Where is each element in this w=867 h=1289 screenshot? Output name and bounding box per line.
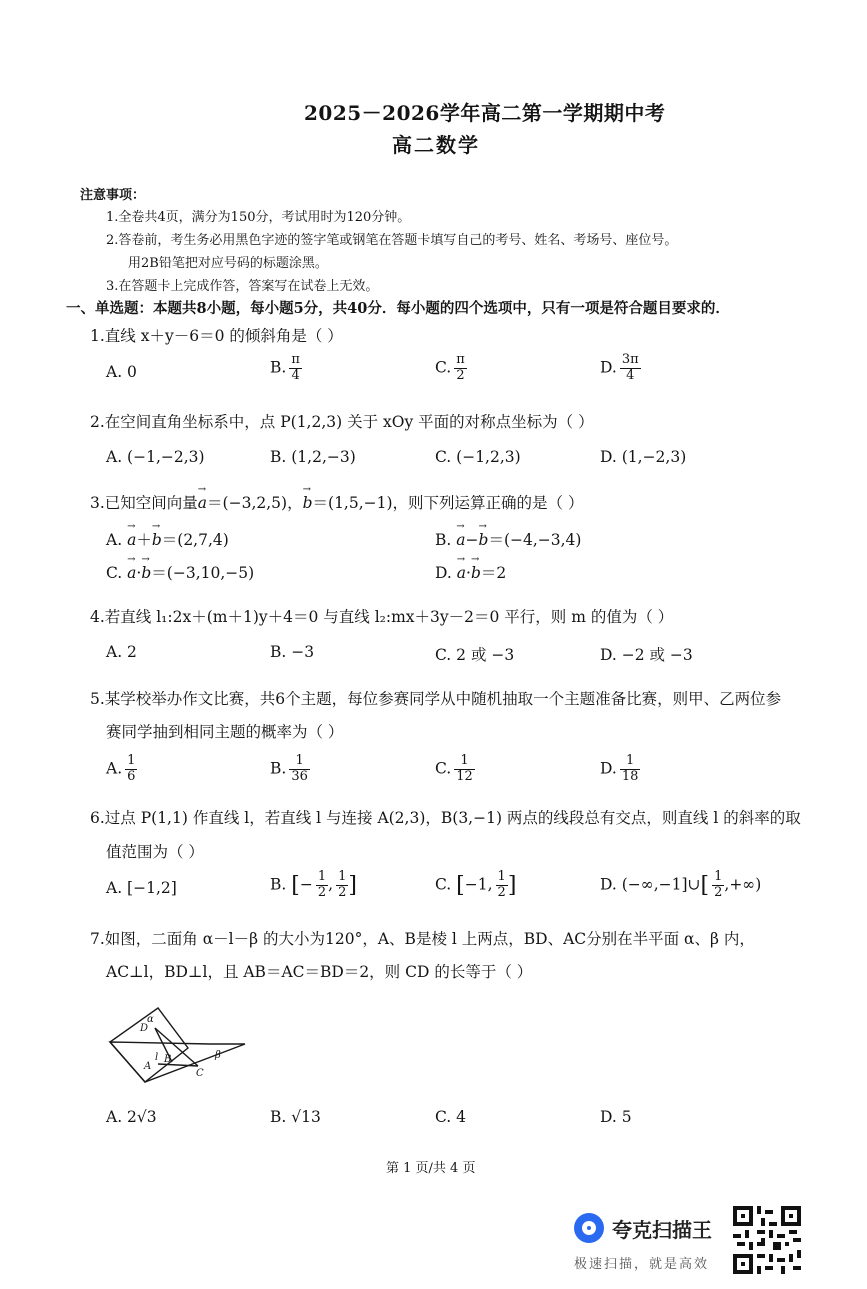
fraction: $\frac{1}{12}$ [456, 753, 473, 784]
q1-option-c [435, 353, 467, 384]
q6-option-a: A. [−1,2] [106, 879, 177, 897]
fraction: $\frac{1}{36}$ [291, 753, 308, 784]
label-d: D [140, 1023, 149, 1034]
dihedral-angle-figure [100, 1000, 260, 1095]
fraction: $\frac{1}{2}$ [497, 869, 506, 900]
label-l: l [155, 1052, 159, 1063]
q5-option-a: A. $\frac{1}{6}$ [106, 753, 136, 784]
question-2-stem: 2.在空间直角坐标系中，点 P(1,2,3) 关于 xOy 平面的对称点坐标为（ ） [90, 413, 594, 431]
q4-option-d: D. −2 或 −3 [600, 646, 693, 664]
q3-option-c: C. → a·→ b＝(−3,10,−5) [106, 561, 254, 583]
fraction: $\frac{1}{2}$ [317, 869, 327, 900]
q7-option-c: C. 4 [435, 1108, 467, 1126]
q5-option-c: C. $\frac{1}{12}$ [435, 753, 473, 784]
q3-option-d: D. → a·→ b＝2 [435, 561, 506, 583]
question-3-stem: 3.已知空间向量→ a＝(−3,2,5)，→ b＝(1,5,−1)，则下列运算正确的是（ ） [90, 491, 583, 513]
q4-option-c: C. 2 或 −3 [435, 646, 515, 664]
scanner-brand: 夸克扫描王 [612, 1218, 712, 1242]
q6-option-b: B. [− $\frac{1}{2}$ , $\frac{1}{2}$ ] [270, 869, 357, 900]
fraction: $\frac{1}{2}$ [714, 869, 723, 900]
exam-subject: 高二数学 [392, 133, 480, 157]
fraction: $\frac{1}{6}$ [127, 753, 136, 784]
fraction: $\frac{1}{2}$ [338, 869, 347, 900]
label-beta: β [215, 1050, 221, 1061]
question-5-stem-cont: 赛同学抽到相同主题的概率为（ ） [106, 723, 344, 741]
option-label: C. [435, 358, 452, 377]
q6-option-c: C. [−1, $\frac{1}{2}$ ] [435, 869, 517, 900]
label-c: C [196, 1068, 204, 1079]
option-label: B. [270, 358, 287, 377]
q2-option-a: A. (−1,−2,3) [106, 448, 205, 466]
q1-option-b [270, 353, 302, 384]
q7-option-b: B. √13 [270, 1108, 321, 1126]
q4-option-b: B. −3 [270, 643, 315, 661]
question-6-stem: 6.过点 P(1,1) 作直线 l，若直线 l 与连接 A(2,3)，B(3,−1) 两点的线段总有交点，则直线 l 的斜率的取 [90, 809, 801, 827]
q7-option-a: A. 2√3 [106, 1108, 157, 1126]
q1-option-a: A. 0 [106, 363, 137, 381]
fraction: $\frac{1}{18}$ [621, 753, 639, 784]
notice-item: 2.答卷前，考生务必用黑色字迹的签字笔或钢笔在答题卡填写自己的考号、姓名、考场号、座位号。 [106, 233, 678, 248]
q3-option-a: A. → a＋→ b＝(2,7,4) [106, 528, 229, 550]
question-5-stem: 5.某学校举办作文比赛，共6个主题，每位参赛同学从中随机抽取一个主题准备比赛，则甲、乙两位参 [90, 690, 782, 708]
q7-option-d: D. 5 [600, 1108, 632, 1126]
question-6-stem-cont: 值范围为（ ） [106, 843, 204, 861]
q5-option-b: B. $\frac{1}{36}$ [270, 753, 308, 784]
label-b: B [164, 1054, 172, 1065]
q2-option-b: B. (1,2,−3) [270, 448, 356, 466]
q5-option-d: D. $\frac{1}{18}$ [600, 753, 639, 784]
question-7-stem-cont: AC⊥l，BD⊥l，且 AB＝AC＝BD＝2，则 CD 的长等于（ ） [106, 963, 533, 981]
qr-code-icon [733, 1206, 801, 1274]
notice-item: 1.全卷共4页，满分为150分，考试用时为120分钟。 [106, 210, 411, 225]
page-number: 第 1 页/共 4 页 [386, 1161, 476, 1176]
question-7-stem: 7.如图，二面角 α－l－β 的大小为120°，A、B是棱 l 上两点，BD、AC分别在半平面 α、β 内， [90, 930, 755, 948]
q1-option-d [600, 353, 641, 384]
label-a: A [144, 1061, 152, 1072]
scanner-logo-icon [574, 1213, 604, 1243]
q4-option-a: A. 2 [106, 643, 137, 661]
section-heading: 一、单选题：本题共8小题，每小题5分，共40分．每小题的四个选项中，只有一项是符合题目要求的． [66, 300, 730, 317]
fraction: $\frac{\pi}{2}$ [456, 352, 465, 383]
exam-title: 2025－2026学年高二第一学期期中考 [304, 101, 666, 125]
notice-item: 用2B铅笔把对应号码的标题涂黑。 [128, 256, 328, 271]
notice-item: 3.在答题卡上完成作答，答案写在试卷上无效。 [106, 279, 379, 294]
question-4-stem: 4.若直线 l₁:2x＋(m＋1)y＋4＝0 与直线 l₂:mx＋3y－2＝0 平行，则 m 的值为（ ） [90, 608, 674, 626]
label-alpha: α [147, 1014, 154, 1025]
q6-option-d: D. (−∞,−1]∪[ $\frac{1}{2}$ ,+∞) [600, 869, 762, 900]
q2-option-d: D. (1,−2,3) [600, 448, 687, 466]
q3-option-b: B. → a−→ b＝(−4,−3,4) [435, 528, 581, 550]
scanner-slogan: 极速扫描，就是高效 [574, 1257, 710, 1272]
fraction: $\frac{3\pi}{4}$ [621, 352, 639, 383]
q2-option-c: C. (−1,2,3) [435, 448, 521, 466]
fraction: $\frac{\pi}{4}$ [291, 352, 300, 383]
question-1-stem: 1.直线 x＋y－6＝0 的倾斜角是（ ） [90, 327, 343, 345]
notice-heading: 注意事项： [80, 188, 146, 203]
option-label: D. [600, 358, 617, 377]
